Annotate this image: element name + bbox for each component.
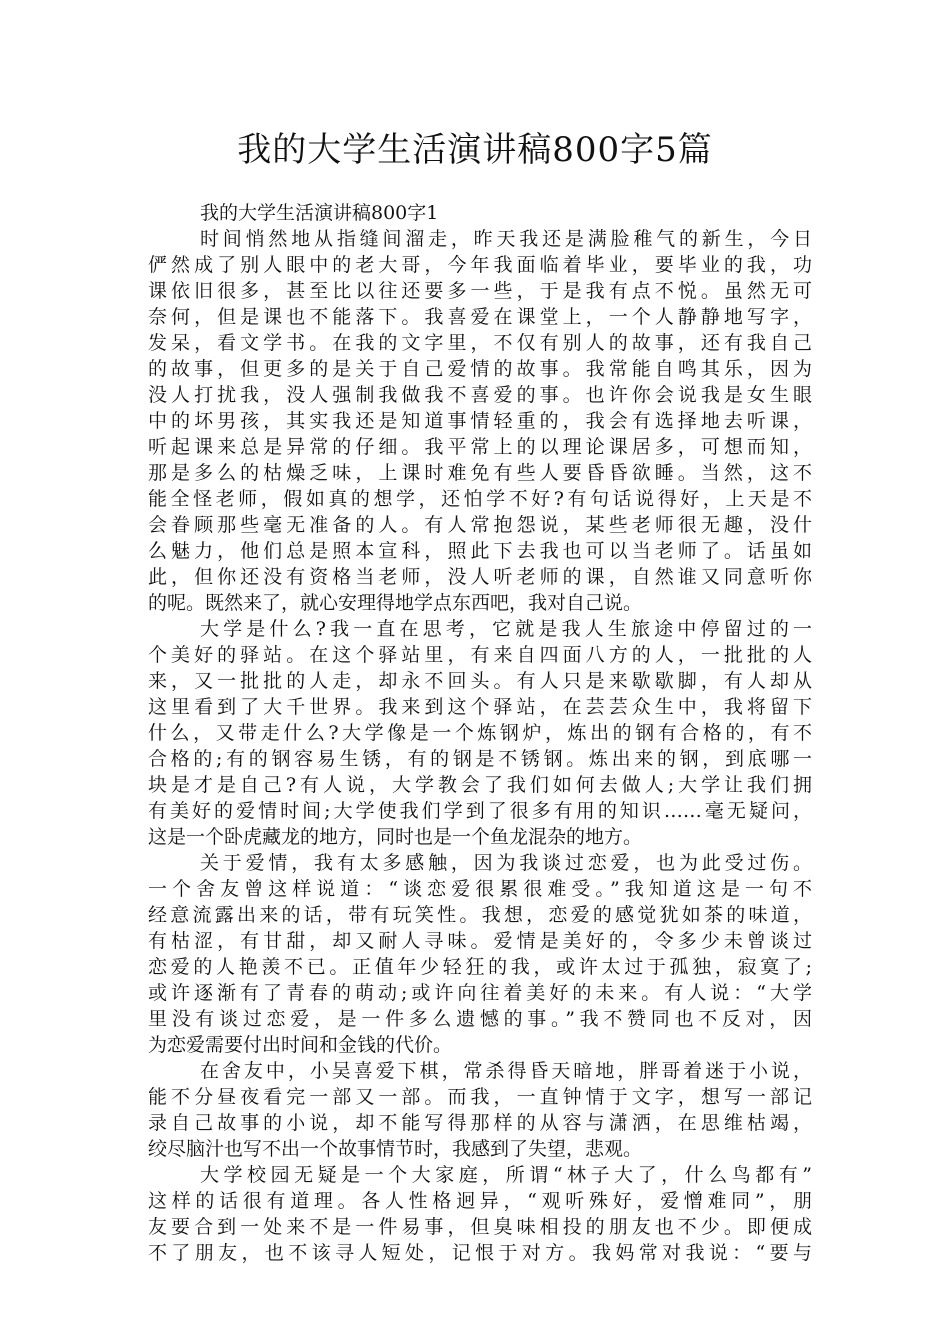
text-line: 那是多么的枯燥乏味，上课时难免有些人要昏昏欲睡。当然，这不 bbox=[148, 462, 812, 484]
text-line: 此，但你还没有资格当老师，没人听老师的课，自然谁又同意听你 bbox=[148, 566, 812, 588]
text-line: 大学校园无疑是一个大家庭，所谓“林子大了，什么鸟都有” bbox=[200, 1164, 812, 1186]
text-line: 的故事，但更多的是关于自己爱情的故事。我常能自鸣其乐，因为 bbox=[148, 358, 812, 380]
document-body bbox=[148, 200, 812, 1266]
text-line: 大学是什么?我一直在思考，它就是我人生旅途中停留过的一 bbox=[200, 618, 812, 640]
text-line: 关于爱情，我有太多感触，因为我谈过恋爱，也为此受过伤。 bbox=[200, 852, 812, 874]
text-line: 不了朋友，也不该寻人短处，记恨于对方。我妈常对我说：“要与 bbox=[148, 1242, 812, 1264]
text-line: 为恋爱需要付出时间和金钱的代价。 bbox=[148, 1034, 453, 1056]
text-line: 合格的;有的钢容易生锈，有的钢是不锈钢。炼出来的钢，到底哪一 bbox=[148, 748, 812, 770]
text-line: 里没有谈过恋爱，是一件多么遗憾的事。”我不赞同也不反对，因 bbox=[148, 1008, 812, 1030]
text-line: 发呆，看文学书。在我的文字里，不仅有别人的故事，还有我自己 bbox=[148, 332, 812, 354]
text-line: 有枯涩，有甘甜，却又耐人寻味。爱情是美好的，令多少未曾谈过 bbox=[148, 930, 812, 952]
text-line: 经意流露出来的话，带有玩笑性。我想，恋爱的感觉犹如茶的味道， bbox=[148, 904, 812, 926]
text-line: 来，又一批批的人走，却永不回头。有人只是来歇歇脚，有人却从 bbox=[148, 670, 812, 692]
text-line: 课依旧很多，甚至比以往还要多一些，于是我有点不悦。虽然无可 bbox=[148, 280, 812, 302]
text-line: 个美好的驿站。在这个驿站里，有来自四面八方的人，一批批的人 bbox=[148, 644, 812, 666]
text-line: 块是才是自己?有人说，大学教会了我们如何去做人;大学让我们拥 bbox=[148, 774, 812, 796]
text-line: 有美好的爱情时间;大学使我们学到了很多有用的知识……毫无疑问， bbox=[148, 800, 812, 822]
text-line: 么魅力，他们总是照本宣科，照此下去我也可以当老师了。话虽如 bbox=[148, 540, 812, 562]
text-line: 听起课来总是异常的仔细。我平常上的以理论课居多，可想而知， bbox=[148, 436, 812, 458]
text-line: 绞尽脑汁也写不出一个故事情节时，我感到了失望，悲观。 bbox=[148, 1138, 643, 1160]
text-line: 什么，又带走什么?大学像是一个炼钢炉，炼出的钢有合格的，有不 bbox=[148, 722, 812, 744]
text-line: 会眷顾那些毫无准备的人。有人常抱怨说，某些老师很无趣，没什 bbox=[148, 514, 812, 536]
text-line: 这样的话很有道理。各人性格迥异，“观听殊好，爱憎难同”，朋 bbox=[148, 1190, 812, 1212]
section-heading: 我的大学生活演讲稿800字1 bbox=[200, 202, 439, 224]
text-line: 恋爱的人艳羡不已。正值年少轻狂的我，或许太过于孤独，寂寞了; bbox=[148, 956, 812, 978]
text-line: 俨然成了别人眼中的老大哥，今年我面临着毕业，要毕业的我，功 bbox=[148, 254, 812, 276]
text-line: 录自己故事的小说，却不能写得那样的从容与潇洒，在思维枯竭， bbox=[148, 1112, 812, 1134]
text-line: 这里看到了大千世界。我来到这个驿站，在芸芸众生中，我将留下 bbox=[148, 696, 812, 718]
text-line: 的呢。既然来了，就心安理得地学点东西吧，我对自己说。 bbox=[148, 592, 643, 614]
text-line: 没人打扰我，没人强制我做我不喜爱的事。也许你会说我是女生眼 bbox=[148, 384, 812, 406]
text-line: 能不分昼夜看完一部又一部。而我，一直钟情于文字，想写一部记 bbox=[148, 1086, 812, 1108]
document-title: 我的大学生活演讲稿800字5篇 bbox=[237, 130, 713, 170]
text-line: 中的坏男孩，其实我还是知道事情轻重的，我会有选择地去听课， bbox=[148, 410, 812, 432]
text-line: 一个舍友曾这样说道：“谈恋爱很累很难受。”我知道这是一句不 bbox=[148, 878, 812, 900]
text-line: 这是一个卧虎藏龙的地方，同时也是一个鱼龙混杂的地方。 bbox=[148, 826, 643, 848]
text-line: 在舍友中，小吴喜爱下棋，常杀得昏天暗地，胖哥着迷于小说， bbox=[200, 1060, 812, 1082]
text-line: 奈何，但是课也不能落下。我喜爱在课堂上，一个人静静地写字， bbox=[148, 306, 812, 328]
text-line: 友要合到一处来不是一件易事，但臭味相投的朋友也不少。即便成 bbox=[148, 1216, 812, 1238]
text-line: 时间悄然地从指缝间溜走，昨天我还是满脸稚气的新生，今日 bbox=[200, 228, 812, 250]
text-line: 或许逐渐有了青春的萌动;或许向往着美好的未来。有人说：“大学 bbox=[148, 982, 812, 1004]
text-line: 能全怪老师，假如真的想学，还怕学不好?有句话说得好，上天是不 bbox=[148, 488, 812, 510]
